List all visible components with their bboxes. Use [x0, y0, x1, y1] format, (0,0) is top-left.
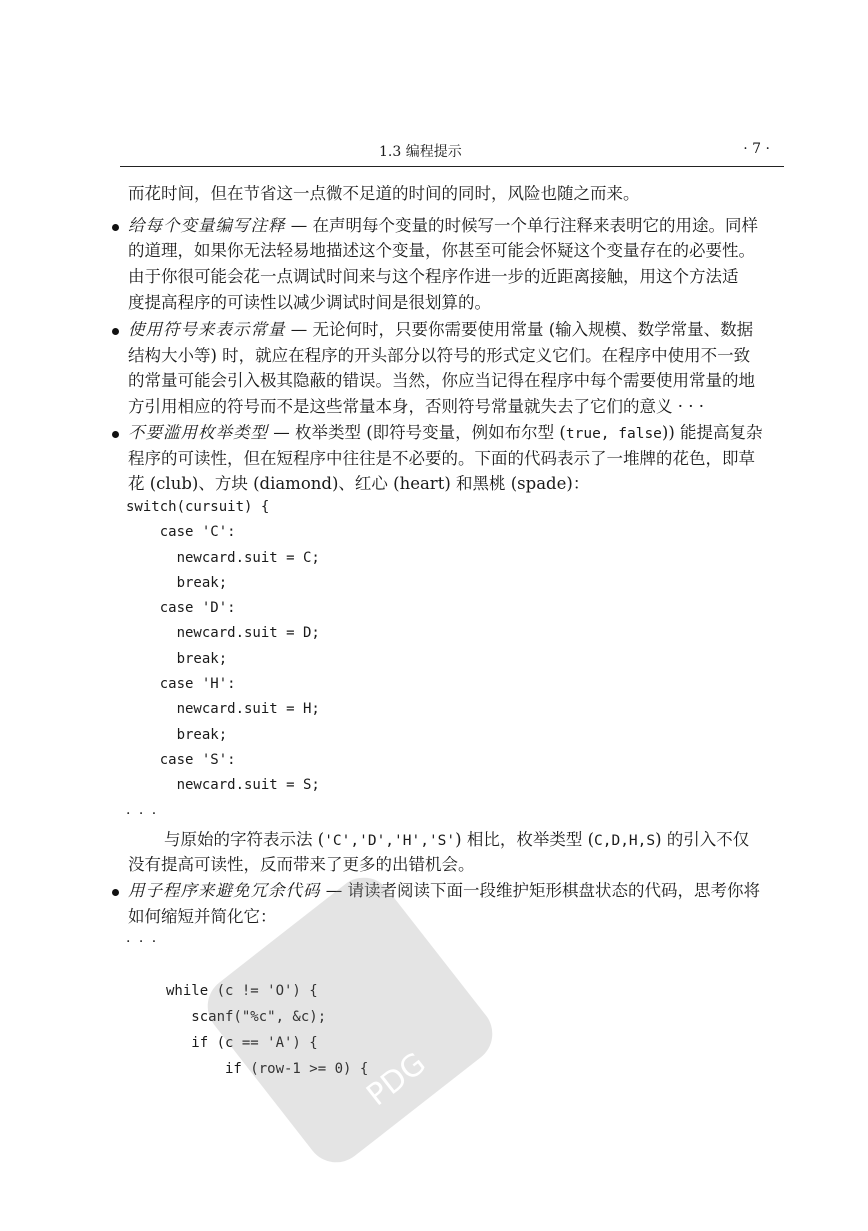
code-line: case 'S': [126, 751, 236, 768]
bullet-4-text: 请读者阅读下面一段维护矩形棋盘状态的代码，思考你将 [347, 881, 760, 900]
bullet-2-title: 使用符号来表示常量 [128, 320, 286, 339]
bullet-3-title: 不要滥用枚举类型 [128, 423, 268, 442]
compare-text-a: 与原始的字符表示法 ( [164, 830, 325, 849]
bullet-2-line-4: 方引用相应的符号而不是这些常量本身，否则符号常量就失去了它们的意义 · · · [128, 397, 704, 416]
code-line: break; [126, 574, 228, 591]
header-section-title: 1.3 编程提示 [379, 144, 462, 160]
bullet-dot [112, 889, 119, 896]
code-line: newcard.suit = C; [126, 549, 320, 566]
code-line: break; [126, 650, 228, 667]
bullet-2-line-2: 结构大小等) 时，就应在程序的开头部分以符号的形式定义它们。在程序中使用不一致 [128, 346, 751, 365]
bullet-1-text: 在声明每个变量的时候写一个单行注释来表明它的用途。同样 [312, 216, 758, 235]
dash: — [285, 320, 313, 339]
bullet-3-line-3: 花 (club)、方块 (diamond)、红心 (heart) 和黑桃 (spade)： [128, 474, 590, 493]
code-block-while [166, 978, 368, 1082]
code-ellipsis: · · · [126, 934, 159, 950]
bullet-3-line-1 [128, 420, 763, 447]
bullet-3-text-end: )) 能提高复杂 [661, 423, 763, 442]
dash: — [285, 216, 313, 235]
inline-code-chars: 'C','D','H','S' [324, 833, 456, 849]
code-line: newcard.suit = H; [126, 701, 320, 718]
code-line: switch(cursuit) { [126, 499, 270, 515]
code-line: case 'C': [126, 524, 236, 541]
inline-code-enum: C,D,H,S [594, 833, 656, 849]
bullet-dot [112, 224, 119, 231]
page-number: · 7 · [743, 141, 770, 157]
compare-line-2: 没有提高可读性，反而带来了更多的出错机会。 [128, 855, 475, 874]
bullet-1-title: 给每个变量编写注释 [128, 216, 286, 235]
code-ellipsis: · · · [126, 806, 159, 822]
bullet-2-line-1 [128, 317, 753, 343]
bullet-3-line-2: 程序的可读性，但在短程序中往往是不必要的。下面的代码表示了一堆牌的花色，即草 [128, 449, 755, 468]
compare-text-c: ) 的引入不仅 [655, 830, 750, 849]
bullet-4-line-2: 如何缩短并简化它： [128, 907, 277, 926]
bullet-2-line-3: 的常量可能会引入极其隐蔽的错误。当然，你应当记得在程序中每个需要使用常量的地 [128, 371, 755, 390]
bullet-3-text: 枚举类型 (即符号变量，例如布尔型 ( [295, 423, 566, 442]
bullet-dot [112, 328, 119, 335]
dash: — [268, 423, 295, 442]
code-block-switch [126, 495, 320, 799]
code-line: if (c == 'A') { [166, 1035, 318, 1051]
bullet-dot [112, 431, 119, 438]
bullet-1-line-2: 的道理，如果你无法轻易地描述这个变量，你甚至可能会怀疑这个变量存在的必要性。 [128, 241, 755, 260]
continuation-line: 而花时间，但在节省这一点微不足道的时间的同时，风险也随之而来。 [128, 184, 640, 203]
code-line: case 'H': [126, 676, 236, 693]
compare-line-1 [164, 827, 749, 854]
bullet-1-line-1 [128, 213, 758, 239]
code-line: newcard.suit = D; [126, 625, 320, 642]
bullet-4-title: 用子程序来避免冗余代码 [128, 881, 321, 900]
compare-text-b: ) 相比，枚举类型 ( [455, 830, 595, 849]
code-line: break; [126, 726, 228, 743]
running-header [120, 141, 784, 161]
code-line: while (c != 'O') { [166, 983, 318, 999]
header-rule [120, 166, 784, 167]
code-line: if (row-1 >= 0) { [166, 1061, 369, 1077]
code-line: scanf("%c", &c); [166, 1009, 327, 1025]
bullet-4-line-1 [128, 878, 760, 904]
bullet-2-text: 无论何时，只要你需要使用常量 (输入规模、数学常量、数据 [312, 320, 754, 339]
code-line: case 'D': [126, 600, 236, 617]
bullet-1-line-4: 度提高程序的可读性以减少调试时间是很划算的。 [128, 293, 491, 312]
watermark-text: PDG [360, 1045, 433, 1114]
bullet-1-line-3: 由于你很可能会花一点调试时间来与这个程序作进一步的近距离接触，用这个方法适 [128, 267, 739, 286]
code-line: newcard.suit = S; [126, 777, 320, 794]
inline-code: true, false [565, 426, 662, 442]
dash: — [320, 881, 348, 900]
